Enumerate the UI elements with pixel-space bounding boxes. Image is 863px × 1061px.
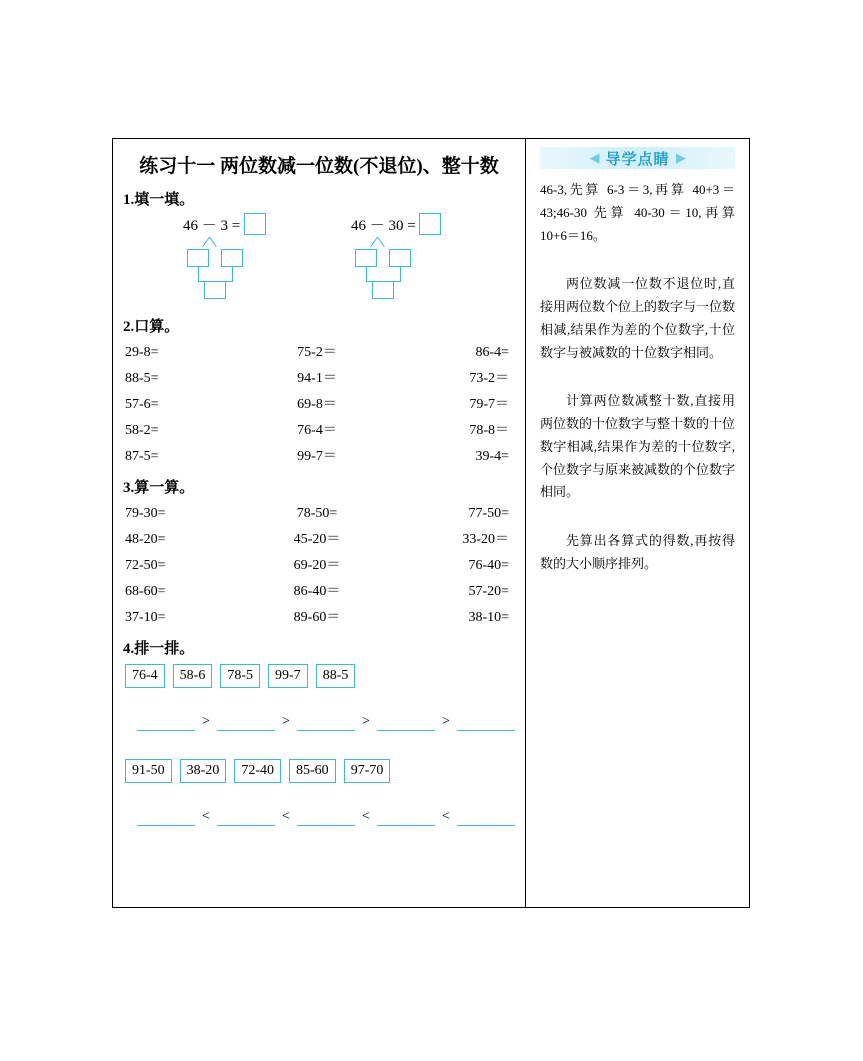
tree-1-box-left[interactable] [187, 249, 209, 267]
table-row [123, 418, 515, 444]
equation-2-operand-b: 30 [388, 217, 404, 234]
equation-2-minus: － [369, 217, 385, 234]
problem-cell: 87-5= [125, 448, 159, 464]
problem-cell: 58-2= [125, 422, 159, 438]
tree-2-box-right[interactable] [389, 249, 411, 267]
chip[interactable]: 76-4 [125, 664, 165, 688]
chip-row-2 [125, 759, 515, 783]
chip[interactable]: 58-6 [173, 664, 213, 688]
problem-cell: 73-2＝ [469, 370, 509, 386]
section-4-heading: 4.排一排。 [123, 640, 195, 657]
problem-cell: 69-8＝ [297, 396, 337, 412]
page-title: 练习十一 两位数减一位数(不退位)、整十数 [139, 156, 499, 177]
problem-cell: 79-7＝ [469, 396, 509, 412]
problem-cell: 57-20= [468, 583, 509, 599]
compare-sign: > [442, 713, 450, 729]
problem-cell: 48-20= [125, 531, 166, 547]
equation-1-operand-a: 46 [183, 217, 198, 234]
equation-1-operand-b: 3 [220, 217, 229, 234]
fill-in-group-1 [183, 213, 266, 299]
answer-blank[interactable] [137, 809, 195, 826]
table-row [123, 444, 515, 470]
answer-row-2 [137, 809, 515, 826]
problem-cell: 69-20＝ [293, 557, 341, 573]
problem-cell: 79-30= [125, 505, 166, 521]
fill-in-area [123, 213, 515, 309]
problem-cell: 76-40= [468, 557, 509, 573]
table-row [123, 366, 515, 392]
table-row [123, 605, 515, 631]
problem-cell: 78-8＝ [469, 422, 509, 438]
equation-1-answer-box[interactable] [244, 213, 266, 235]
tree-1-branch-right [209, 236, 217, 246]
sidebar-note: 两位数减一位数不退位时,直接用两位数个位上的数字与一位数相减,结果作为差的个位数字,十位数字与被减数的十位数字相同。 [540, 276, 736, 360]
table-row [123, 579, 515, 605]
chip-row-1 [125, 664, 515, 688]
chip[interactable]: 88-5 [316, 664, 356, 688]
problem-cell: 86-4= [475, 344, 509, 360]
equation-1-equals: = [231, 217, 241, 234]
problem-cell: 99-7＝ [297, 448, 337, 464]
fill-in-equation-2 [351, 213, 441, 235]
equation-1-decomposition-tree [183, 237, 266, 299]
tree-1-box-right[interactable] [221, 249, 243, 267]
sidebar-note: 先算出各算式的得数,再按得数的大小顺序排列。 [540, 533, 735, 571]
worksheet-sidebar [526, 139, 749, 907]
chip[interactable]: 99-7 [268, 664, 308, 688]
table-row [123, 527, 515, 553]
worksheet-page [112, 138, 750, 908]
problem-cell: 33-20＝ [462, 531, 509, 547]
problem-cell: 78-50= [296, 505, 338, 521]
problem-cell: 37-10= [125, 609, 166, 625]
sidebar-banner [540, 147, 735, 169]
answer-blank[interactable] [377, 714, 435, 731]
chip[interactable]: 91-50 [125, 759, 172, 783]
problem-cell: 45-20＝ [293, 531, 341, 547]
table-row [123, 340, 515, 366]
compare-sign: < [442, 808, 450, 824]
answer-row-1 [137, 714, 515, 731]
tree-2-box-result[interactable] [372, 281, 394, 299]
problem-cell: 57-6= [125, 396, 159, 412]
chip[interactable]: 97-70 [344, 759, 391, 783]
equation-2-decomposition-tree [351, 237, 441, 299]
problem-cell: 94-1＝ [297, 370, 337, 386]
sidebar-note: 计算两位数减整十数,直接用两位数的十位数字与整十数的十位数字相减,结果作为差的十位数字,个位数字与原来被减数的个位数字相同。 [540, 393, 736, 500]
chevron-right-icon: ◀ [675, 150, 686, 165]
problem-cell: 39-4= [475, 448, 509, 464]
tree-1-line-down-left [198, 267, 199, 281]
problem-cell: 77-50= [468, 505, 509, 521]
table-row [123, 501, 515, 527]
table-row [123, 392, 515, 418]
equation-2-operand-a: 46 [351, 217, 366, 234]
chip[interactable]: 78-5 [220, 664, 260, 688]
tree-2-line-down-right [400, 267, 401, 281]
answer-blank[interactable] [137, 714, 195, 731]
tree-1-line-down-right [232, 267, 233, 281]
chip[interactable]: 85-60 [289, 759, 336, 783]
problem-cell: 75-2＝ [297, 344, 337, 360]
problem-cell: 88-5= [125, 370, 159, 386]
section-3-heading: 3.算一算。 [123, 479, 195, 496]
fill-in-group-2 [351, 213, 441, 299]
problem-cell: 72-50= [125, 557, 166, 573]
answer-blank[interactable] [297, 809, 355, 826]
tree-1-box-result[interactable] [204, 281, 226, 299]
answer-blank[interactable] [217, 714, 275, 731]
fill-in-equation-1 [183, 213, 266, 235]
equation-2-equals: = [407, 217, 416, 234]
tree-2-branch-right [377, 236, 385, 246]
problem-cell: 38-10= [468, 609, 509, 625]
tree-2-box-left[interactable] [355, 249, 377, 267]
problem-cell: 86-40＝ [293, 583, 341, 599]
answer-blank[interactable] [377, 809, 435, 826]
compare-sign: < [362, 808, 370, 824]
chip[interactable]: 38-20 [180, 759, 227, 783]
answer-blank[interactable] [217, 809, 275, 826]
problem-cell: 29-8= [125, 344, 159, 360]
sidebar-banner-title: 导学点睛 [605, 151, 670, 168]
compare-sign: < [282, 808, 290, 824]
chevron-left-icon: ◀ [589, 150, 600, 165]
compare-sign: < [202, 808, 210, 824]
problem-cell: 76-4＝ [297, 422, 337, 438]
sidebar-note: 46-3,先算 6-3＝3,再算 40+3＝43;46-30 先算 40-30＝10,再算 10+6＝16。 [540, 182, 735, 243]
compare-sign: > [202, 713, 210, 729]
problem-cell: 68-60= [125, 583, 166, 599]
answer-blank[interactable] [457, 714, 515, 731]
tree-2-line-down-left [366, 267, 367, 281]
worksheet-left-column [113, 139, 526, 907]
table-row [123, 553, 515, 579]
section-2-heading: 2.口算。 [123, 318, 180, 335]
compare-sign: > [282, 713, 290, 729]
section-1-heading: 1.填一填。 [123, 191, 195, 208]
chip[interactable]: 72-40 [234, 759, 281, 783]
answer-blank[interactable] [457, 809, 515, 826]
equation-2-answer-box[interactable] [419, 213, 441, 235]
compare-sign: > [362, 713, 370, 729]
equation-1-minus: － [201, 217, 217, 234]
answer-blank[interactable] [297, 714, 355, 731]
problem-cell: 89-60＝ [293, 609, 341, 625]
